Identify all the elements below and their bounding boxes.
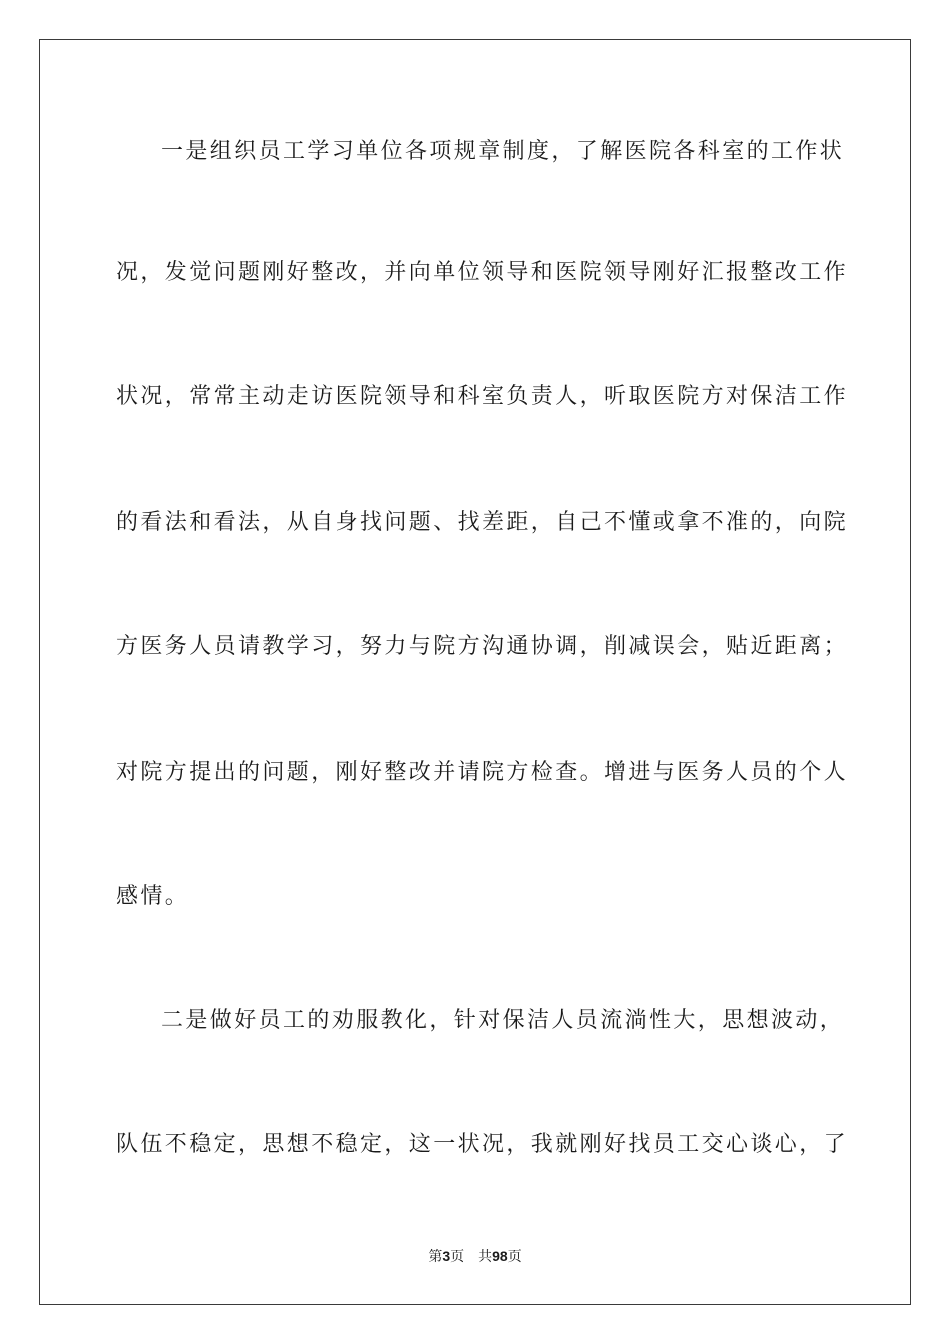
- page-suffix: 页: [450, 1249, 465, 1265]
- paragraph-2-line-1: 二是做好员工的劝服教化，针对保洁人员流淌性大，思想波动，: [161, 1008, 845, 1033]
- paragraph-1-line-2: 况，发觉问题刚好整改，并向单位领导和医院领导刚好汇报整改工作: [116, 260, 849, 285]
- paragraph-1-line-7: 感情。: [116, 884, 190, 909]
- paragraph-2-line-2: 队伍不稳定，思想不稳定，这一状况，我就刚好找员工交心谈心，了: [116, 1132, 849, 1157]
- total-prefix: 共: [478, 1249, 493, 1265]
- paragraph-1-line-3: 状况，常常主动走访医院领导和科室负责人，听取医院方对保洁工作: [116, 384, 849, 409]
- paragraph-1-line-6: 对院方提出的问题，刚好整改并请院方检查。增进与医务人员的个人: [116, 760, 849, 785]
- total-suffix: 页: [507, 1249, 522, 1265]
- total-pages: 98: [492, 1248, 508, 1264]
- page-footer: [0, 1246, 950, 1267]
- paragraph-1-line-4: 的看法和看法，从自身找问题、找差距，自己不懂或拿不准的，向院: [116, 510, 849, 535]
- paragraph-1-line-1: 一是组织员工学习单位各项规章制度，了解医院各科室的工作状: [161, 139, 845, 164]
- page-border: [39, 39, 911, 1305]
- page-number: 3: [442, 1248, 451, 1264]
- paragraph-1-line-5: 方医务人员请教学习，努力与院方沟通协调，削减误会，贴近距离；: [116, 634, 849, 659]
- page-prefix: 第: [428, 1249, 443, 1265]
